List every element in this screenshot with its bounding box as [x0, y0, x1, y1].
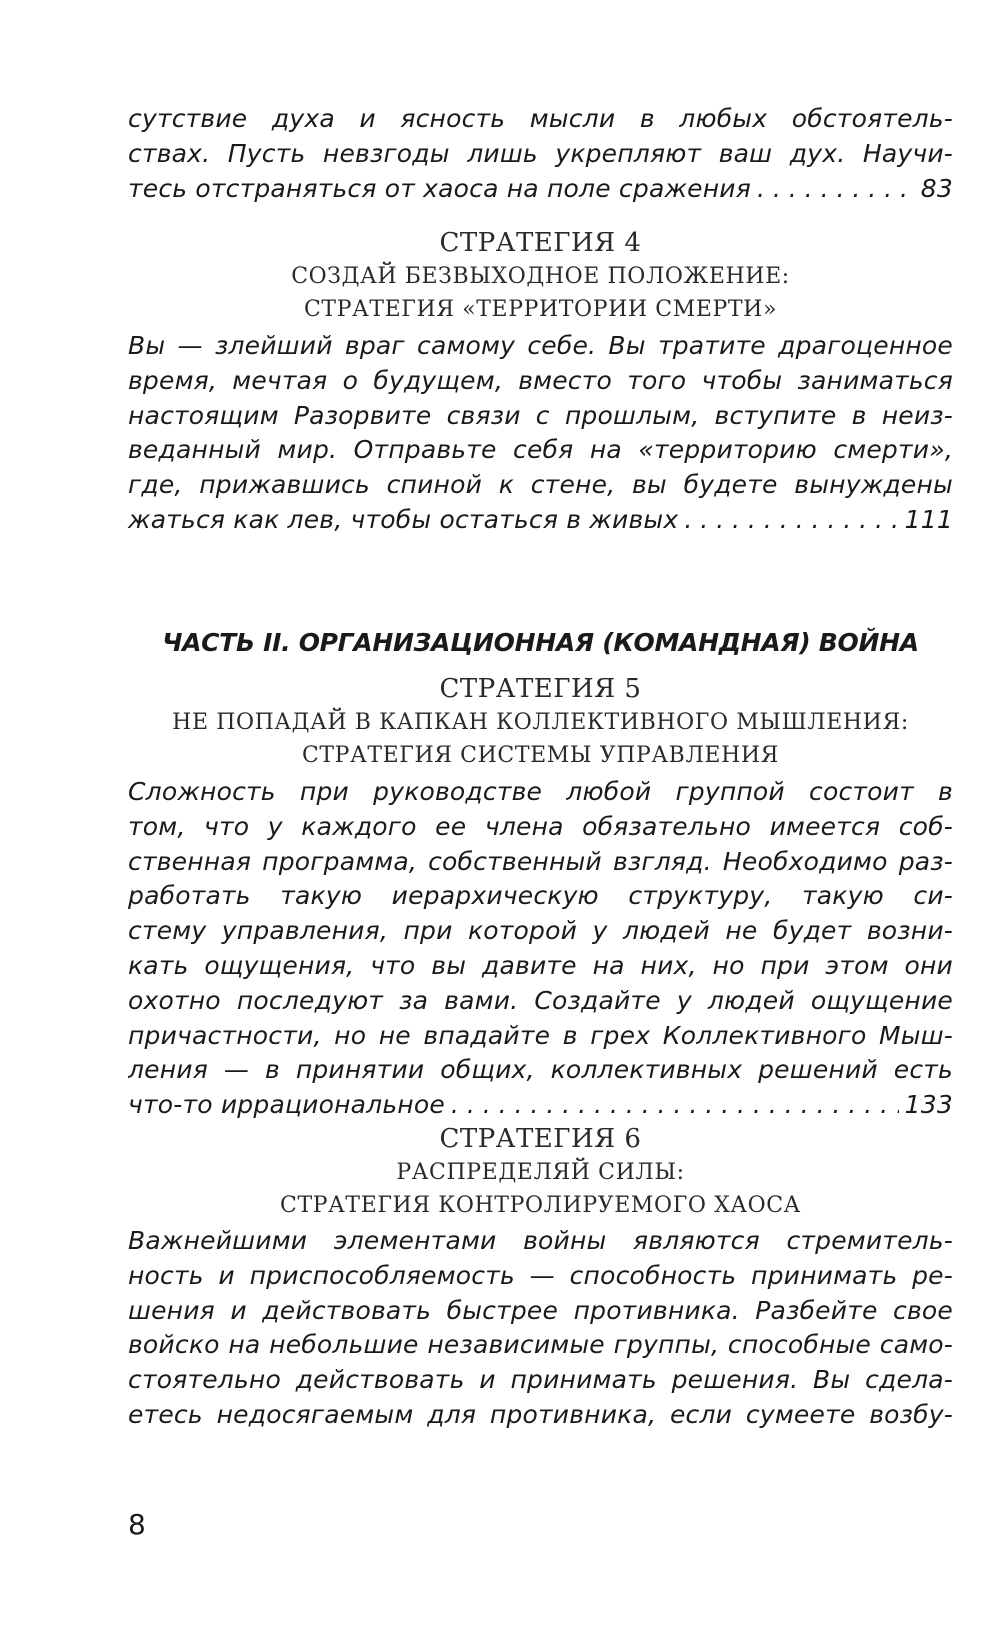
text-line: время, мечтая о будущем, вместо того чтобы заниматься — [128, 365, 953, 395]
strategy-number: СТРАТЕГИЯ 4 — [439, 228, 642, 258]
strategy-4-description — [128, 329, 953, 538]
strategy-number: СТРАТЕГИЯ 5 — [439, 674, 642, 704]
toc-page-ref: 111 — [904, 504, 953, 534]
strategy-title-line: СТРАТЕГИЯ СИСТЕМЫ УПРАВЛЕНИЯ — [301, 743, 780, 768]
text-line: причастности, но не впадайте в грех Коллективного Мыш- — [128, 1020, 953, 1050]
toc-leader-line — [128, 503, 953, 538]
text-line: ствах. Пусть невзгоды лишь укрепляют ваш дух. Научи- — [128, 138, 953, 168]
strategy-6-heading — [128, 1122, 953, 1222]
toc-page-ref: 83 — [920, 173, 953, 203]
strategy-title-line: СТРАТЕГИЯ КОНТРОЛИРУЕМОГО ХАОСА — [280, 1193, 801, 1218]
strategy-title-line: НЕ ПОПАДАЙ В КАПКАН КОЛЛЕКТИВНОГО МЫШЛЕНИЯ: — [172, 710, 909, 735]
strategy-title-line: СТРАТЕГИЯ «ТЕРРИТОРИИ СМЕРТИ» — [303, 297, 778, 322]
text-line: Вы — злейший враг самому себе. Вы тратите драгоценное — [128, 331, 953, 360]
text-line: где, прижавшись спиной к стене, вы будете вынуждены — [128, 470, 953, 500]
text-line: тесь отстраняться от хаоса на поле сражения — [128, 173, 751, 203]
dot-leader — [684, 503, 898, 538]
text-line: жаться как лев, чтобы остаться в живых — [128, 504, 679, 534]
text-line: том, что у каждого ее члена обязательно имеется соб- — [128, 811, 953, 841]
text-line: Важнейшими элементами войны являются стремитель- — [128, 1226, 953, 1255]
text-line: ственная программа, собственный взгляд. Необходимо раз- — [128, 846, 953, 876]
text-line: работать такую иерархическую структуру, такую си- — [128, 881, 953, 911]
text-line: ления — в принятии общих, коллективных решений есть — [128, 1055, 953, 1085]
text-line: стему управления, при которой у людей не будет возни- — [128, 916, 953, 946]
text-line: что-то иррациональное — [128, 1090, 445, 1120]
text-line: сутствие духа и ясность мысли в любых обстоятель- — [128, 104, 953, 133]
strategy-number: СТРАТЕГИЯ 6 — [439, 1124, 642, 1154]
strategy-6-description — [128, 1224, 953, 1433]
strategy-5-heading — [128, 672, 953, 772]
toc-page-ref: 133 — [904, 1090, 953, 1120]
toc-leader-line — [128, 1088, 953, 1123]
text-line: веданный мир. Отправьте себя на «территорию смерти», — [128, 435, 953, 465]
text-line: кать ощущения, что вы давите на них, но при этом они — [128, 950, 953, 980]
page-number: 8 — [128, 1508, 146, 1541]
text-line: охотно последуют за вами. Создайте у людей ощущение — [128, 985, 953, 1015]
strategy-5-description — [128, 775, 953, 1123]
dot-leader — [757, 172, 915, 207]
strategy-title-line: СОЗДАЙ БЕЗВЫХОДНОЕ ПОЛОЖЕНИЕ: — [291, 264, 790, 289]
toc-entry-prev-description — [128, 102, 953, 206]
part-title: ЧАСТЬ II. ОРГАНИЗАЦИОННАЯ (КОМАНДНАЯ) ВОЙНА — [162, 628, 919, 657]
text-line: стоятельно действовать и принимать решения. Вы сдела- — [128, 1365, 953, 1395]
text-line: Сложность при руководстве любой группой состоит в — [128, 777, 953, 806]
dot-leader — [451, 1088, 899, 1123]
strategy-title-line: РАСПРЕДЕЛЯЙ СИЛЫ: — [396, 1160, 685, 1185]
text-line: настоящим Разорвите связи с прошлым, вступите в неиз- — [128, 400, 953, 430]
text-line: етесь недосягаемым для противника, если сумеете возбу- — [128, 1399, 953, 1429]
text-line: шения и действовать быстрее противника. Разбейте свое — [128, 1295, 953, 1325]
text-line: войско на небольшие независимые группы, способные само- — [128, 1330, 953, 1360]
toc-leader-line — [128, 172, 953, 207]
strategy-4-heading — [128, 226, 953, 326]
text-line: ность и приспособляемость — способность принимать ре- — [128, 1260, 953, 1290]
